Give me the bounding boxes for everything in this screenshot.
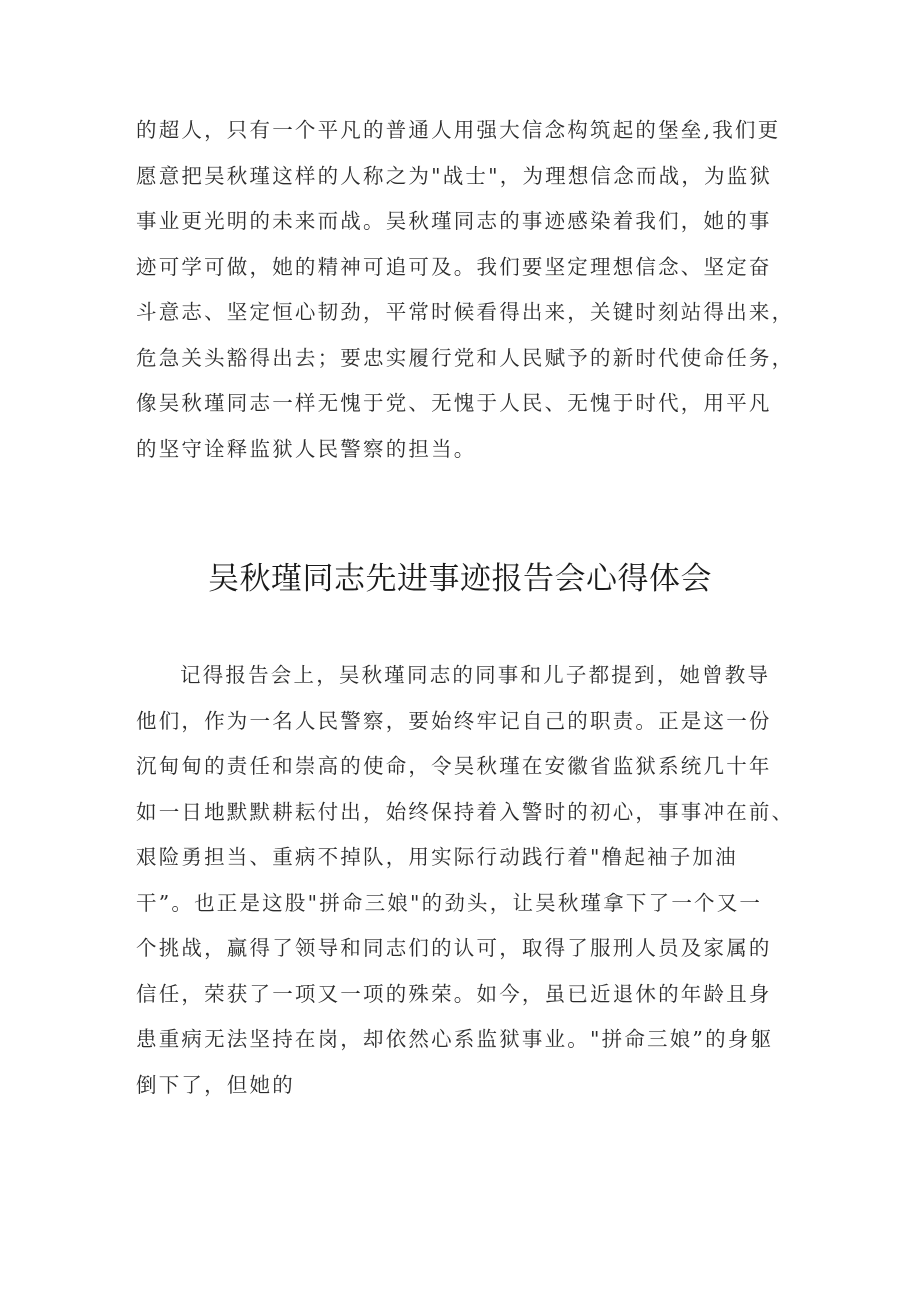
paragraph-line: 事业更光明的未来而战。吴秋瑾同志的事迹感染着我们，她的事 <box>136 209 772 233</box>
paragraph-line: 记得报告会上，吴秋瑾同志的同事和儿子都提到，她曾教导 <box>180 663 771 687</box>
paragraph-line: 患重病无法坚持在岗，却依然心系监狱事业。"拼命三娘”的身躯 <box>136 1027 774 1051</box>
paragraph-line: 的坚守诠释监狱人民警察的担当。 <box>136 436 477 461</box>
paragraph-line: 个挑战，赢得了领导和同志们的认可，取得了服刑人员及家属的 <box>136 936 772 960</box>
paragraph-line: 危急关头豁得出去；要忠实履行党和人民赋予的新时代使命任务， <box>136 345 795 370</box>
paragraph-line: 信任，荣获了一项又一项的殊荣。如今，虽已近退休的年龄且身 <box>136 981 772 1006</box>
paragraph-line: 倒下了，但她的 <box>136 1072 295 1097</box>
paragraph-continuation <box>136 108 796 472</box>
paragraph-line: 干”。也正是这股"拼命三娘"的劲头，让吴秋瑾拿下了一个又一 <box>136 890 763 915</box>
paragraph-line: 艰险勇担当、重病不掉队，用实际行动践行着"橹起袖子加油 <box>136 845 738 869</box>
paragraph-body <box>136 653 796 1108</box>
section-title: 吴秋瑾同志先进事迹报告会心得体会 <box>208 561 712 597</box>
paragraph-line: 像吴秋瑾同志一样无愧于党、无愧于人民、无愧于时代，用平凡 <box>136 391 772 415</box>
paragraph-line: 愿意把吴秋瑾这样的人称之为"战士"，为理想信念而战，为监狱 <box>136 163 773 188</box>
paragraph-line: 他们，作为一名人民警察，要始终牢记自己的职责。正是这一份 <box>136 708 772 733</box>
paragraph-line: 的超人，只有一个平凡的普通人用强大信念构筑起的堡垒,我们更 <box>136 118 781 142</box>
paragraph-line: 如一日地默默耕耘付出，始终保持着入警时的初心，事事冲在前、 <box>136 799 795 824</box>
paragraph-line: 斗意志、坚定恒心韧劲，平常时候看得出来，关键时刻站得出来， <box>136 300 795 324</box>
paragraph-line: 迹可学可做，她的精神可追可及。我们要坚定理想信念、坚定奋 <box>136 254 772 279</box>
paragraph-line: 沉甸甸的责任和崇高的使命，令吴秋瑾在安徽省监狱系统几十年 <box>136 754 772 778</box>
